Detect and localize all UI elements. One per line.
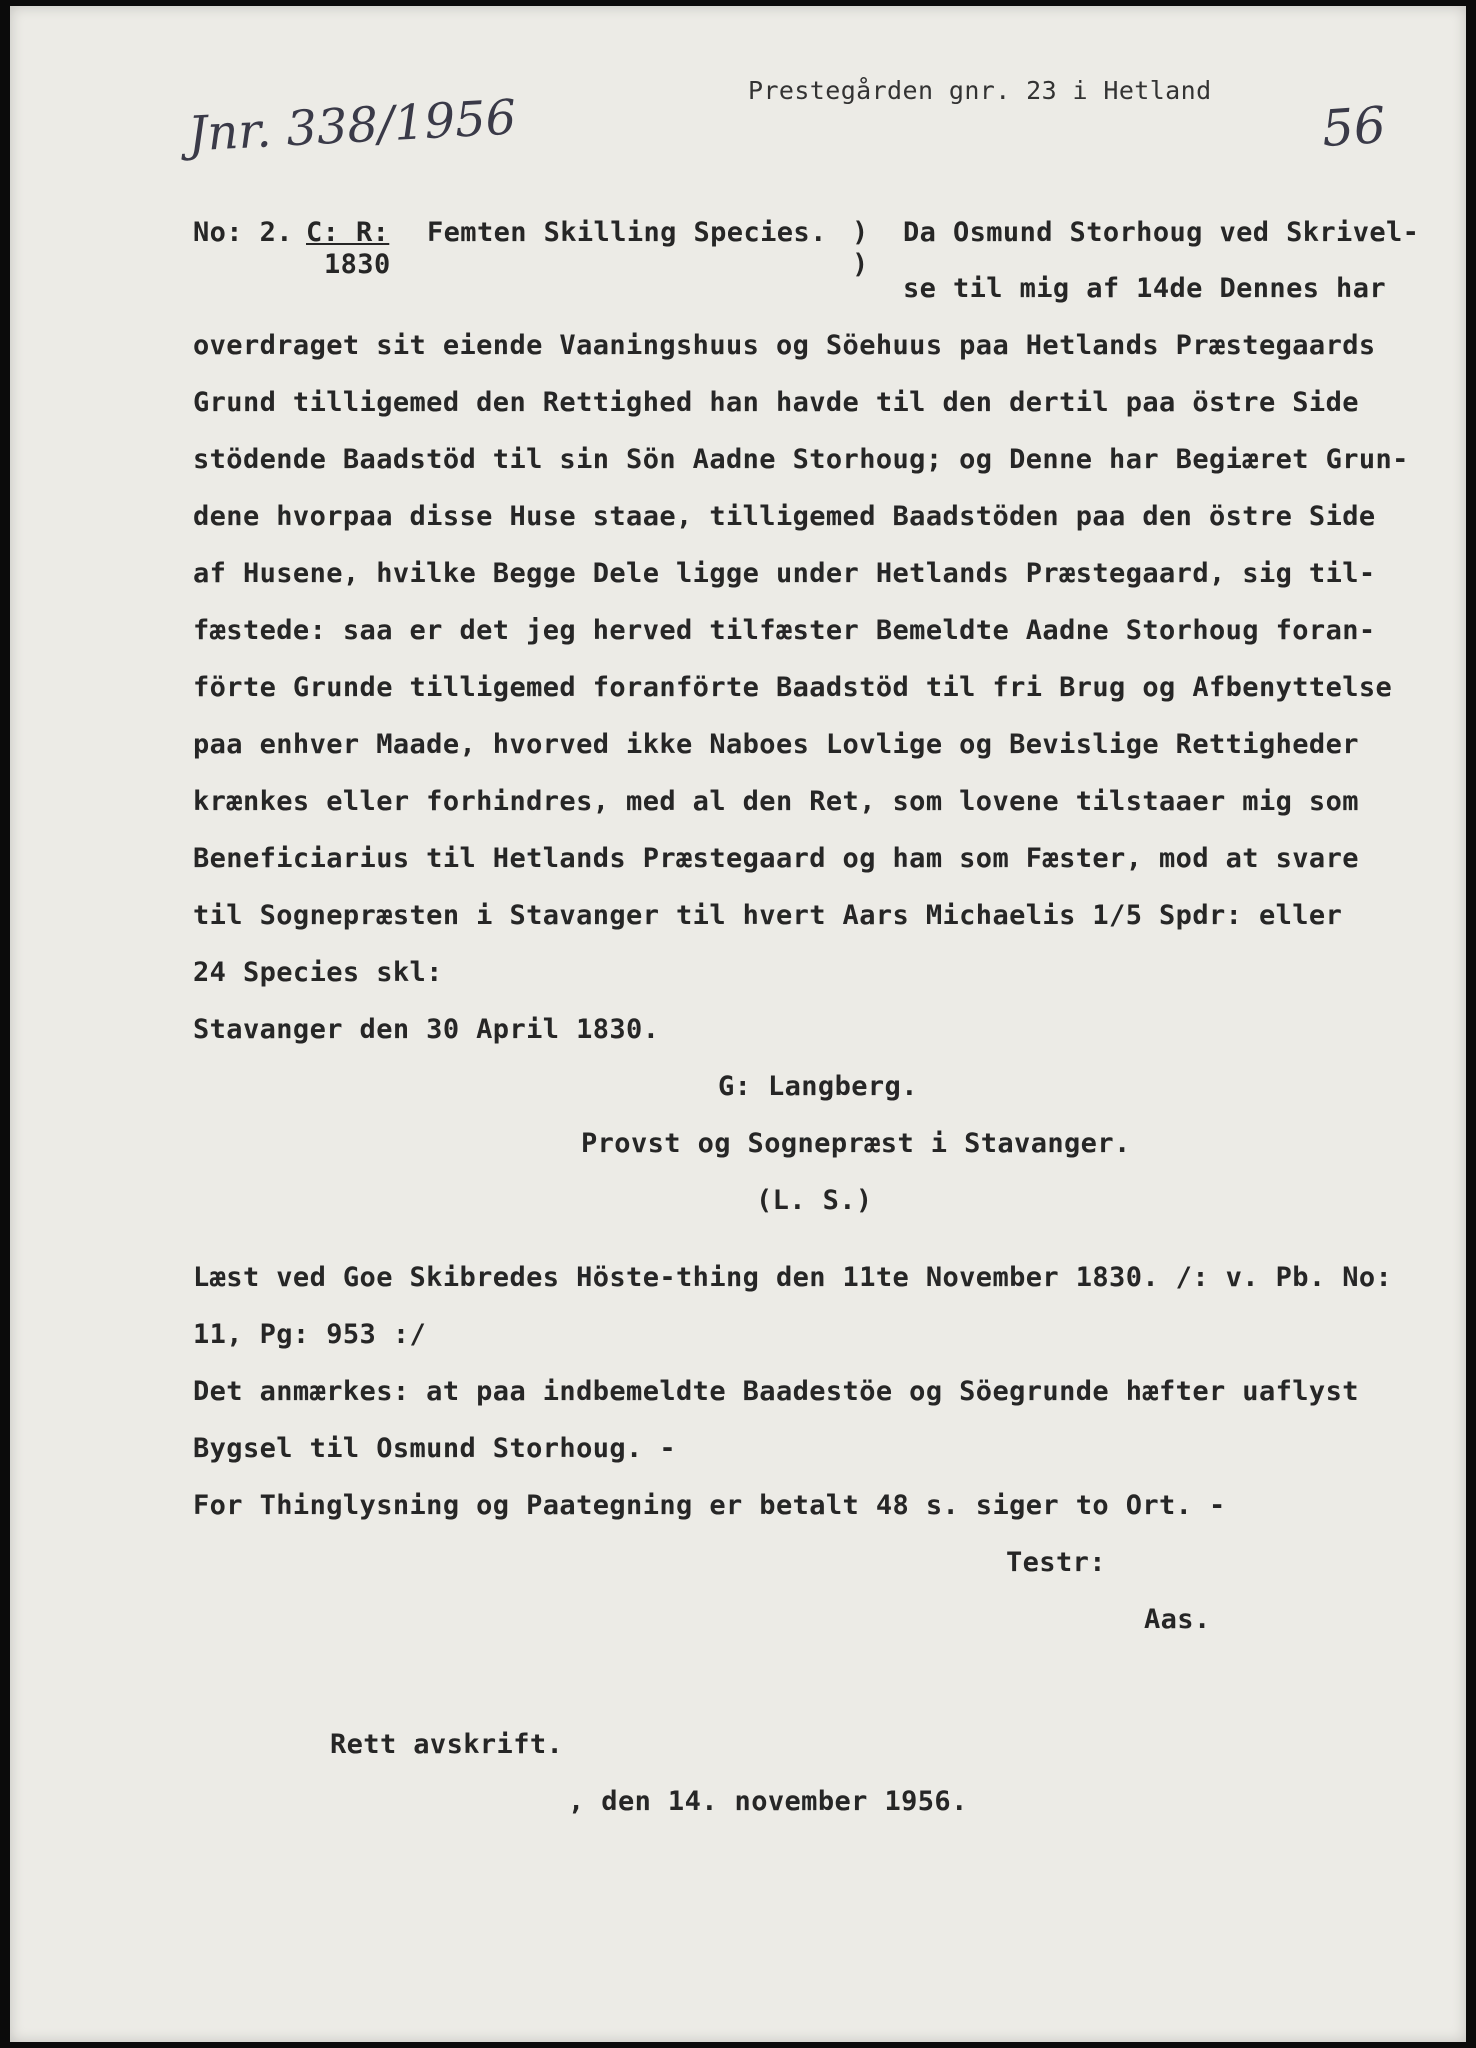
signature-name: G: Langberg. <box>718 1071 918 1102</box>
registration-line: Bygsel til Osmund Storhoug. - <box>193 1433 677 1464</box>
body-line: stödende Baadstöd til sin Sön Aadne Storhoug; og Denne har Begiæret Grun- <box>193 444 1409 475</box>
place-and-date: Stavanger den 30 April 1830. <box>193 1014 660 1045</box>
body-line: Grund tilligemed den Rettighed han havde til den dertil paa östre Side <box>193 387 1359 418</box>
document-header-title: Prestegården gnr. 23 i Hetland <box>748 76 1212 105</box>
body-line: förte Grunde tilligemed foranförte Baadstöd til fri Brug og Afbenyttelse <box>193 672 1393 703</box>
cr-year: 1830 <box>324 249 391 280</box>
registration-line: For Thinglysning og Paategning er betalt 48 s. siger to Ort. - <box>193 1490 1226 1521</box>
aas-signature: Aas. <box>1144 1604 1211 1635</box>
copy-note: Rett avskrift. <box>330 1729 564 1760</box>
body-line: af Husene, hvilke Begge Dele ligge under Hetlands Præstegaard, sig til- <box>193 558 1376 589</box>
signature-title: Provst og Sognepræst i Stavanger. <box>581 1128 1131 1159</box>
entry-text-second-line: se til mig af 14de Dennes har <box>903 273 1387 304</box>
registration-line: 11, Pg: 953 :/ <box>193 1319 427 1350</box>
body-line: 24 Species skl: <box>193 957 443 988</box>
fee-amount: Femten Skilling Species. <box>427 217 827 248</box>
testr-label: Testr: <box>1006 1547 1106 1578</box>
registration-line: Læst ved Goe Skibredes Höste-thing den 11te November 1830. /: v. Pb. No: <box>193 1262 1393 1293</box>
entry-number: No: 2. <box>193 217 293 248</box>
bracket-bottom: ) <box>852 249 869 280</box>
handwritten-page-number: 56 <box>1320 95 1388 159</box>
body-line: overdraget sit eiende Vaaningshuus og Söehuus paa Hetlands Præstegaards <box>193 330 1376 361</box>
handwritten-journal-number: Jnr. 338/1956 <box>186 89 518 163</box>
body-line: paa enhver Maade, hvorved ikke Naboes Lovlige og Bevislige Rettigheder <box>193 729 1359 760</box>
body-line: krænkes eller forhindres, med al den Ret, som lovene tilstaaer mig som <box>193 786 1359 817</box>
seal-mark: (L. S.) <box>756 1185 873 1216</box>
document-page <box>10 6 1466 2042</box>
body-line: til Sognepræsten i Stavanger til hvert Aars Michaelis 1/5 Spdr: eller <box>193 900 1343 931</box>
entry-text-first-line: Da Osmund Storhoug ved Skrivel- <box>903 217 1420 248</box>
cr-label: C: R: <box>306 217 390 248</box>
body-line: fæstede: saa er det jeg herved tilfæster Bemeldte Aadne Storhoug foran- <box>193 615 1376 646</box>
body-line: Beneficiarius til Hetlands Præstegaard og ham som Fæster, mod at svare <box>193 843 1359 874</box>
copy-date: , den 14. november 1956. <box>568 1786 968 1817</box>
body-line: dene hvorpaa disse Huse staae, tilligemed Baadstöden paa den östre Side <box>193 501 1376 532</box>
bracket-top: ) <box>852 217 869 248</box>
registration-line: Det anmærkes: at paa indbemeldte Baadestöe og Söegrunde hæfter uaflyst <box>193 1376 1359 1407</box>
